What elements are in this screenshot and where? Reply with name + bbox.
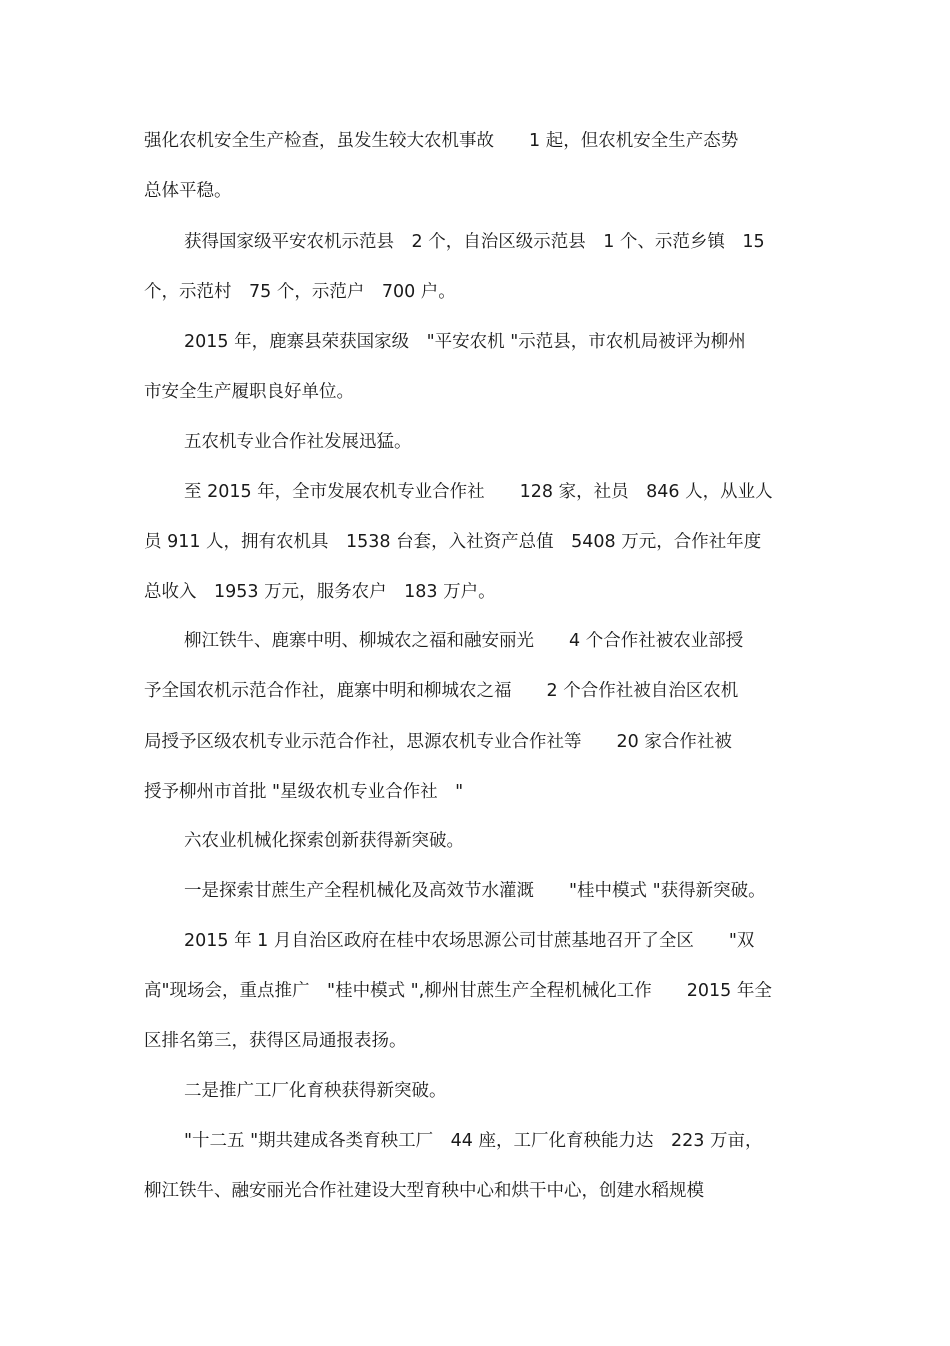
text-line: 局授予区级农机专业示范合作社，思源农机专业合作社等 20 家合作社被	[144, 732, 732, 752]
text-line: 柳江铁牛、融安丽光合作社建设大型育秧中心和烘干中心，创建水稻规模	[144, 1181, 704, 1201]
text-line: 一是探索甘蔗生产全程机械化及高效节水灌溉 "桂中模式 "获得新突破。	[184, 881, 766, 901]
text-line: 2015 年，鹿寨县荣获国家级 "平安农机 "示范县，市农机局被评为柳州	[184, 332, 746, 352]
text-line: 市安全生产履职良好单位。	[144, 382, 354, 402]
text-line: 六农业机械化探索创新获得新突破。	[184, 831, 464, 851]
text-line: 总收入 1953 万元，服务农户 183 万户。	[144, 582, 496, 602]
text-line: 员 911 人，拥有农机具 1538 台套，入社资产总值 5408 万元，合作社年度	[144, 532, 762, 552]
text-line: 2015 年 1 月自治区政府在桂中农场思源公司甘蔗基地召开了全区 "双	[184, 931, 755, 951]
text-line: 强化农机安全生产检查，虽发生较大农机事故 1 起，但农机安全生产态势	[144, 131, 739, 151]
text-line: 五农机专业合作社发展迅猛。	[184, 432, 412, 452]
text-line: 至 2015 年，全市发展农机专业合作社 128 家，社员 846 人，从业人	[184, 482, 773, 502]
text-line: 获得国家级平安农机示范县 2 个，自治区级示范县 1 个、示范乡镇 15	[184, 232, 765, 252]
text-line: 高"现场会，重点推广 "桂中模式 ",柳州甘蔗生产全程机械化工作 2015 年全	[144, 981, 772, 1001]
text-line: 柳江铁牛、鹿寨中明、柳城农之福和融安丽光 4 个合作社被农业部授	[184, 631, 744, 651]
text-line: 个，示范村 75 个，示范户 700 户。	[144, 282, 456, 302]
text-line: "十二五 "期共建成各类育秧工厂 44 座，工厂化育秧能力达 223 万亩，	[184, 1131, 763, 1151]
text-line: 区排名第三，获得区局通报表扬。	[144, 1031, 407, 1051]
text-line: 予全国农机示范合作社，鹿寨中明和柳城农之福 2 个合作社被自治区农机	[144, 681, 739, 701]
text-line: 二是推广工厂化育秧获得新突破。	[184, 1081, 447, 1101]
text-line: 授予柳州市首批 "星级农机专业合作社 "	[144, 782, 464, 802]
text-line: 总体平稳。	[144, 181, 232, 201]
